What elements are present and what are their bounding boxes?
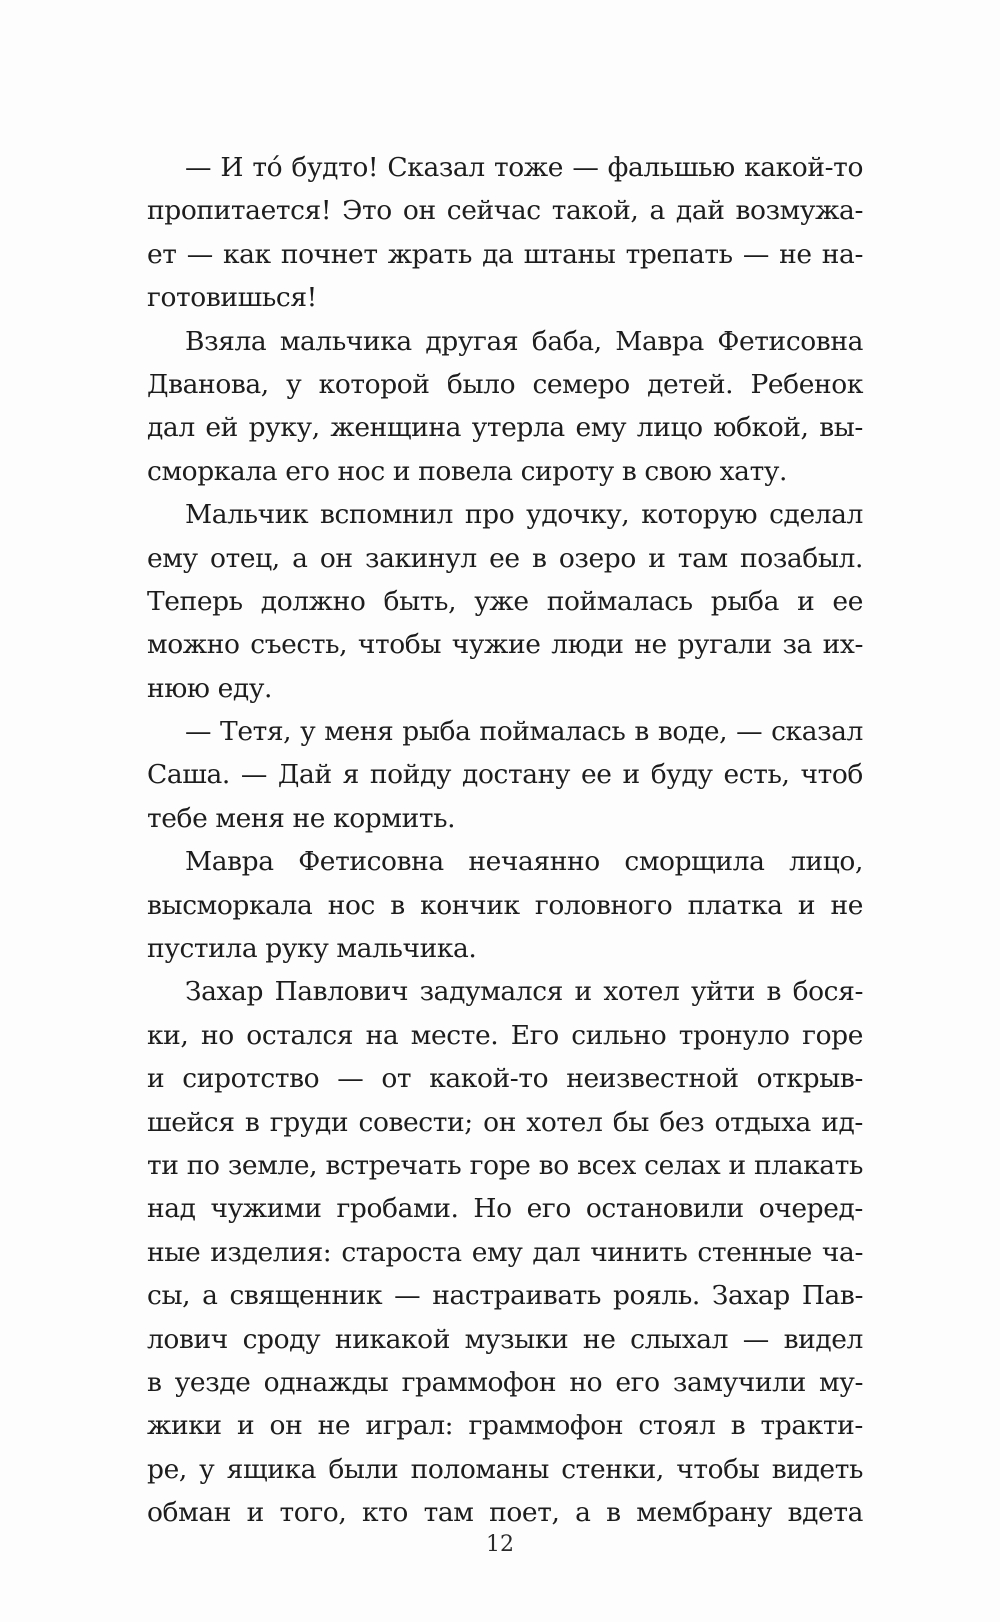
text-line: ет — как почнет жрать да штаны трепать — не на- — [147, 238, 863, 270]
page-number: 12 — [486, 1532, 514, 1557]
text-line: и сиротство — от какой-то неизвестной открыв- — [147, 1063, 863, 1095]
text-line: высморкала нос в кончик головного платка и не — [147, 889, 863, 921]
text-line: тебе меня не кормить. — [147, 802, 456, 834]
text-line: сморкала его нос и повела сироту в свою хату. — [147, 455, 788, 487]
text-line: жики и он не играл: граммофон стоял в тракти- — [147, 1410, 863, 1442]
text-line: можно съесть, чтобы чужие люди не ругали за их- — [147, 629, 863, 661]
text-line: ти по земле, встречать горе во всех селах и плакать — [147, 1149, 863, 1181]
text-line: Саша. — Дай я пойду достану ее и буду есть, чтоб — [147, 759, 863, 791]
text-line: шейся в груди совести; он хотел бы без отдыха ид- — [147, 1106, 863, 1138]
text-line: дал ей руку, женщина утерла ему лицо юбкой, вы- — [147, 412, 863, 444]
text-line: Мальчик вспомнил про удочку, которую сделал — [185, 499, 863, 531]
text-line: Дванова, у которой было семеро детей. Ребенок — [147, 368, 863, 400]
text-line: пустила руку мальчика. — [147, 933, 477, 965]
text-line: Взяла мальчика другая баба, Мавра Фетисовна — [185, 325, 863, 357]
text-line: — И то́ будто! Сказал тоже — фальшью какой-то — [185, 152, 863, 183]
text-line: Захар Павлович задумался и хотел уйти в бося- — [185, 976, 863, 1008]
text-line: готовишься! — [147, 282, 317, 314]
text-line: лович сроду никакой музыки не слыхал — видел — [147, 1323, 863, 1355]
text-line: ки, но остался на месте. Его сильно тронуло горе — [147, 1019, 863, 1051]
text-line: обман и того, кто там поет, а в мембрану вдета — [147, 1497, 863, 1529]
text-line: ему отец, а он закинул ее в озеро и там позабыл. — [147, 542, 863, 574]
text-line: над чужими гробами. Но его остановили очеред- — [147, 1193, 863, 1225]
text-line: в уезде однажды граммофон но его замучили му- — [147, 1366, 863, 1398]
text-line: пропитается! Это он сейчас такой, а дай возмужа- — [147, 195, 863, 227]
text-line: Теперь должно быть, уже поймалась рыба и ее — [147, 585, 863, 617]
text-line: ре, у ящика были поломаны стенки, чтобы видеть — [147, 1453, 863, 1485]
text-line: ные изделия: староста ему дал чинить стенные ча- — [147, 1236, 863, 1268]
text-line: сы, а священник — настраивать рояль. Захар Пав- — [147, 1280, 863, 1312]
text-line: Мавра Фетисовна нечаянно сморщила лицо, — [185, 846, 863, 878]
text-line: — Тетя, у меня рыба поймалась в воде, — сказал — [185, 716, 863, 748]
body-text — [147, 146, 863, 1535]
text-line: нюю еду. — [147, 672, 273, 704]
